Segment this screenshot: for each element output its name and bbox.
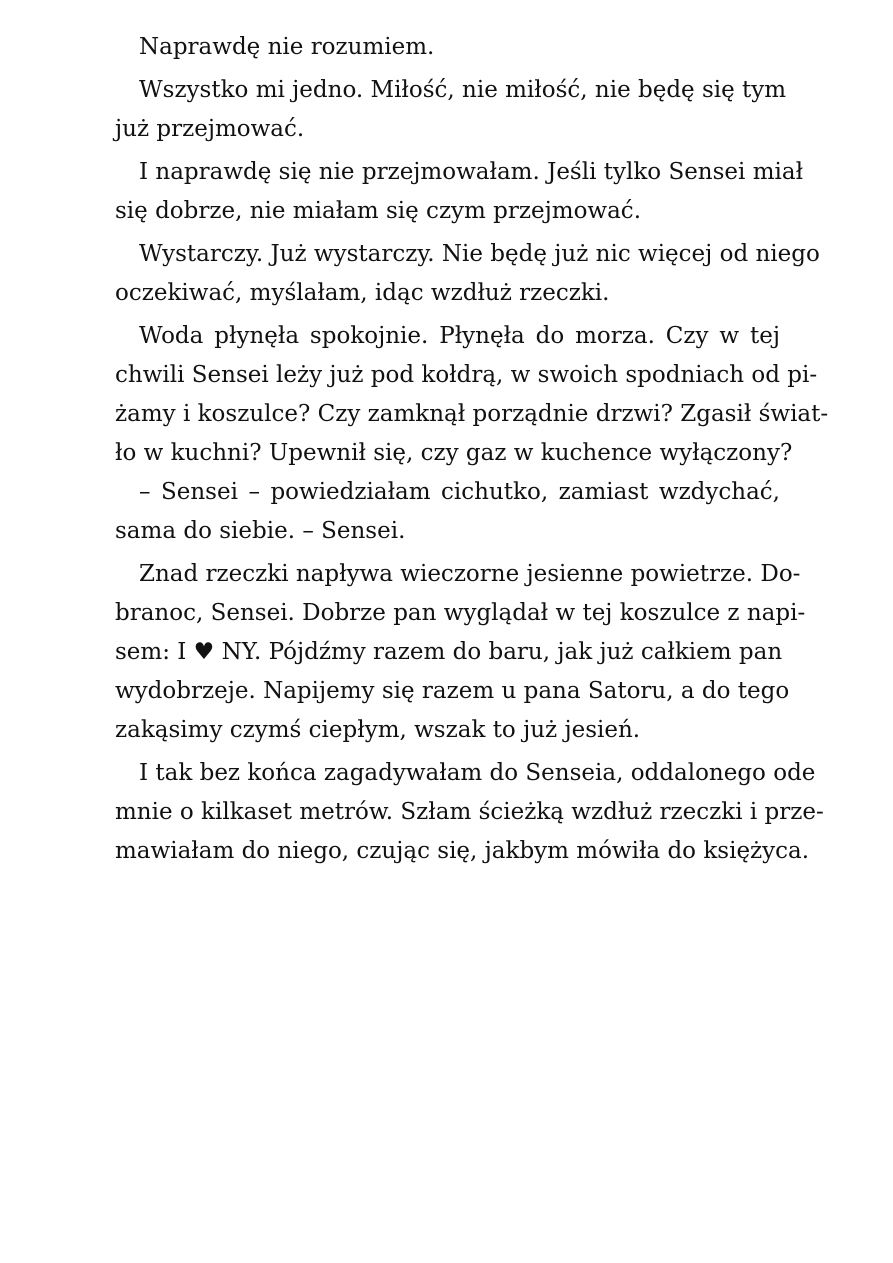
paragraph xyxy=(115,28,780,67)
text-line: zakąsimy czymś ciepłym, wszak to już jesień. xyxy=(115,717,641,743)
book-page xyxy=(115,28,829,871)
text-line: chwili Sensei leży już pod kołdrą, w swoich spodniach od pi- xyxy=(115,362,818,388)
paragraph xyxy=(115,153,804,231)
paragraph xyxy=(115,555,806,750)
text-line: Woda płynęła spokojnie. Płynęła do morza. Czy w tej xyxy=(139,323,780,349)
text-line: Wystarczy. Już wystarczy. Nie będę już nic więcej od niego xyxy=(139,241,820,267)
text-line: Znad rzeczki napływa wieczorne jesienne powietrze. Do- xyxy=(139,561,801,587)
text-line: sem: I ♥ NY. Pójdźmy razem do baru, jak już całkiem pan xyxy=(115,639,783,665)
text-line: wydobrzeje. Napijemy się razem u pana Satoru, a do tego xyxy=(115,678,790,704)
text-line: I naprawdę się nie przejmowałam. Jeśli tylko Sensei miał xyxy=(139,159,804,185)
text-line: Wszystko mi jedno. Miłość, nie miłość, nie będę się tym xyxy=(139,77,787,103)
paragraph xyxy=(115,71,787,149)
paragraph xyxy=(115,235,820,313)
text-line: ło w kuchni? Upewnił się, czy gaz w kuchence wyłączony? xyxy=(115,440,793,466)
text-line: oczekiwać, myślałam, idąc wzdłuż rzeczki. xyxy=(115,280,610,306)
text-line: I tak bez końca zagadywałam do Senseia, oddalonego ode xyxy=(139,760,816,786)
text-line: – Sensei – powiedziałam cichutko, zamiast wzdychać, xyxy=(139,479,780,505)
text-line: żamy i koszulce? Czy zamknął porządnie drzwi? Zgasił świat- xyxy=(115,401,829,427)
text-line: już przejmować. xyxy=(115,116,305,142)
paragraph xyxy=(115,473,780,551)
text-line: mawiałam do niego, czując się, jakbym mówiła do księżyca. xyxy=(115,838,810,864)
text-line: Naprawdę nie rozumiem. xyxy=(139,34,435,60)
text-line: sama do siebie. – Sensei. xyxy=(115,518,406,544)
text-line: się dobrze, nie miałam się czym przejmować. xyxy=(115,198,642,224)
text-line: mnie o kilkaset metrów. Szłam ścieżką wzdłuż rzeczki i prze- xyxy=(115,799,824,825)
text-line: branoc, Sensei. Dobrze pan wyglądał w tej koszulce z napi- xyxy=(115,600,806,626)
paragraph xyxy=(115,317,829,473)
paragraph xyxy=(115,754,824,871)
